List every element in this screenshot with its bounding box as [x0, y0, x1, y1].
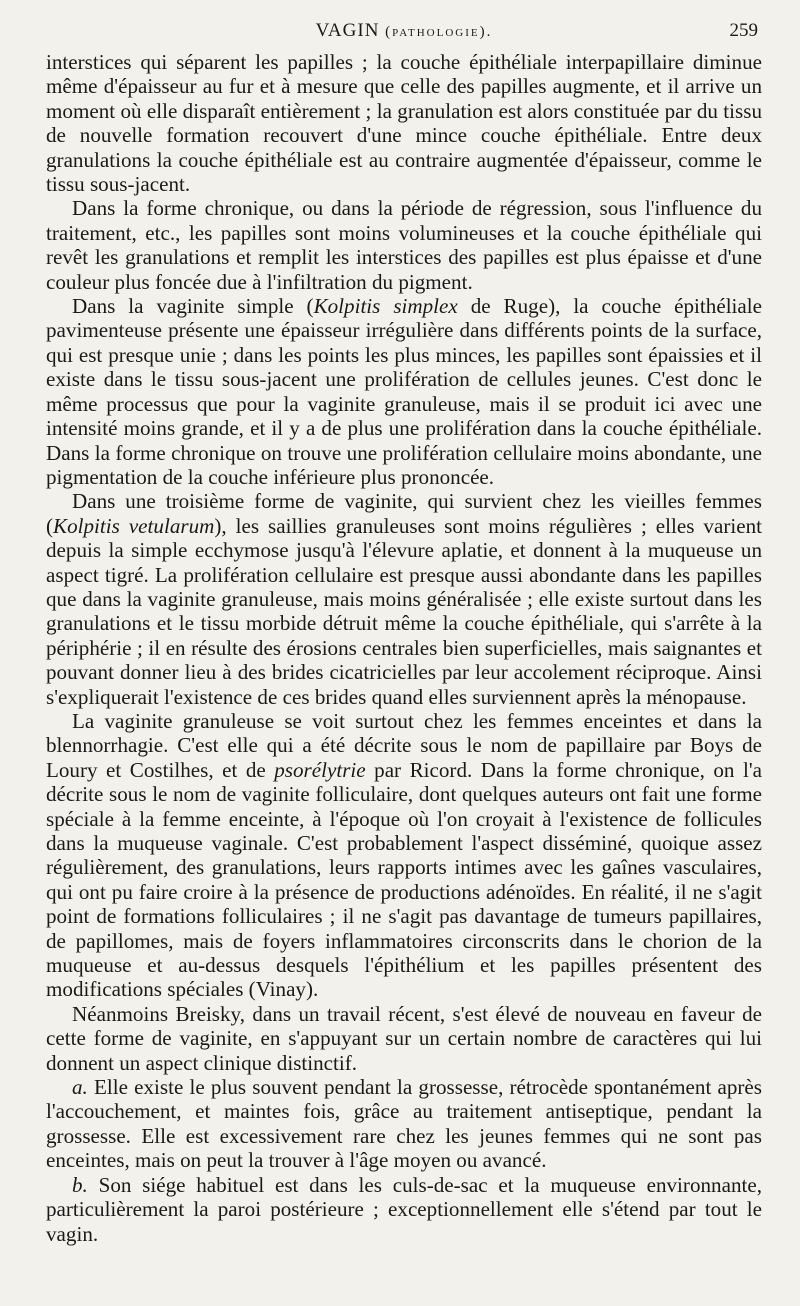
body-text [46, 50, 762, 1246]
italic-text: psorélytrie [274, 757, 366, 782]
text-run: Dans la forme chronique, ou dans la période de régression, sous l'influence du traitement, etc., les papilles sont moins volumineuses et la couche épithéliale qui revêt les granulations et remplit les interstices des papilles est plus épaisse et d'une couleur plus foncée due à l'infiltration du pigment. [46, 196, 762, 294]
text-run: interstices qui séparent les papilles ; la couche épithéliale interpapillaire diminue même d'épaisseur au fur et à mesure que celle des papilles augmente, et il arrive un moment où elle disparaît entièrement ; la granulation est alors constituée par du tissu de nouvelle formation recouvert d'une mince couche épithéliale. Entre deux granulations la couche épithéliale est au contraire augmentée d'épaisseur, comme le tissu sous-jacent. [46, 50, 762, 197]
paragraph [46, 50, 762, 196]
paragraph [46, 709, 762, 1002]
text-run: Néanmoins Breisky, dans un travail récent, s'est élevé de nouveau en faveur de cette forme de vaginite, en s'appuyant sur un certain nombre de caractères qui lui donnent un aspect clinique distinctif. [46, 1001, 762, 1075]
italic-text: Kolpitis vetularum [53, 513, 215, 538]
paragraph [46, 294, 762, 489]
paragraph [46, 1173, 762, 1246]
text-run: Dans la vaginite simple ( [72, 294, 314, 319]
text-run: La vaginite granuleuse se voit surtout chez les femmes enceintes et dans la blennorrhagie. C'est elle qui a été décrite sous le nom de papillaire par Boys de Loury et Costilhes, et de [46, 708, 762, 782]
italic-text: b. [72, 1172, 88, 1197]
italic-text: Kolpitis simplex [313, 294, 458, 319]
paragraph [46, 489, 762, 709]
text-run: ), les saillies granuleuses sont moins régulières ; elles varient depuis la simple ecchymose jusqu'à l'élevure aplatie, et donnent à la muqueuse un aspect tigré. La prolifération cellulaire est presque aussi abondante dans les papilles que dans la vaginite granuleuse, mais moins généralisée ; elle existe surtout dans les granulations et le tissu morbide détruit même la couche épithéliale, qui s'arrête à la périphérie ; il en résulte des érosions centrales bien superficielles, mais saignantes et pouvant donner lieu à des brides cicatricielles par leur accolement réciproque. Ainsi s'expliquerait l'existence de ces brides quand elles surviennent après la ménopause. [46, 513, 762, 709]
text-run: Elle existe le plus souvent pendant la grossesse, rétrocède spontanément après l'accouchement, et maintes fois, grâce au traitement antiseptique, pendant la grossesse. Elle est excessivement rare chez les jeunes femmes qui ne sont pas enceintes, mais on peut la trouver à l'âge moyen ou avancé. [46, 1075, 762, 1173]
page-number: 259 [729, 20, 758, 41]
text-run: de Ruge), la couche épithéliale pavimenteuse présente une épaisseur irrégulière dans différents points de la surface, qui est presque unie ; dans les points les plus minces, les papilles sont épaissies et il existe dans le tissu sous-jacent une prolifération de cellules jeunes. C'est donc le même processus que pour la vaginite granuleuse, mais il se produit ici avec une intensité moins grande, et il y a de plus une prolifération dans la couche épithéliale. Dans la forme chronique on trouve une prolifération cellulaire moins abondante, une pigmentation de la couche inférieure plus prononcée. [46, 294, 762, 489]
text-run: Son siége habituel est dans les culs-de-sac et la muqueuse environnante, particulièrement la paroi postérieure ; exceptionnellement elle s'étend par tout le vagin. [46, 1172, 762, 1246]
paragraph [46, 1075, 762, 1173]
paragraph [46, 196, 762, 294]
running-header [46, 16, 762, 50]
text-run: par Ricord. Dans la forme chronique, on l'a décrite sous le nom de vaginite folliculaire, dont quelques auteurs ont fait une forme spéciale à la femme enceinte, à l'époque où l'on croyait à l'existence de follicules dans la muqueuse vaginale. C'est probablement l'aspect disséminé, quoique assez régulièrement, des granulations, leurs rapports intimes avec les gaînes vasculaires, qui ont pu faire croire à la présence de productions adénoïdes. En réalité, il ne s'agit point de formations folliculaires ; il ne s'agit pas davantage de tumeurs papillaires, de papillomes, mais de foyers inflammatoires circonscrits dans le chorion de la muqueuse et au-dessus desquels l'épithélium et les papilles présentent des modifications spéciales (Vinay). [46, 757, 762, 1002]
italic-text: a. [72, 1075, 88, 1100]
running-title-sub: (pathologie). [385, 24, 493, 40]
text-run: Dans une troisième forme de vaginite, qui survient chez les vieilles femmes ( [46, 489, 762, 538]
running-title-main: VAGIN [315, 20, 380, 41]
paragraph [46, 1002, 762, 1075]
running-title [46, 20, 762, 42]
